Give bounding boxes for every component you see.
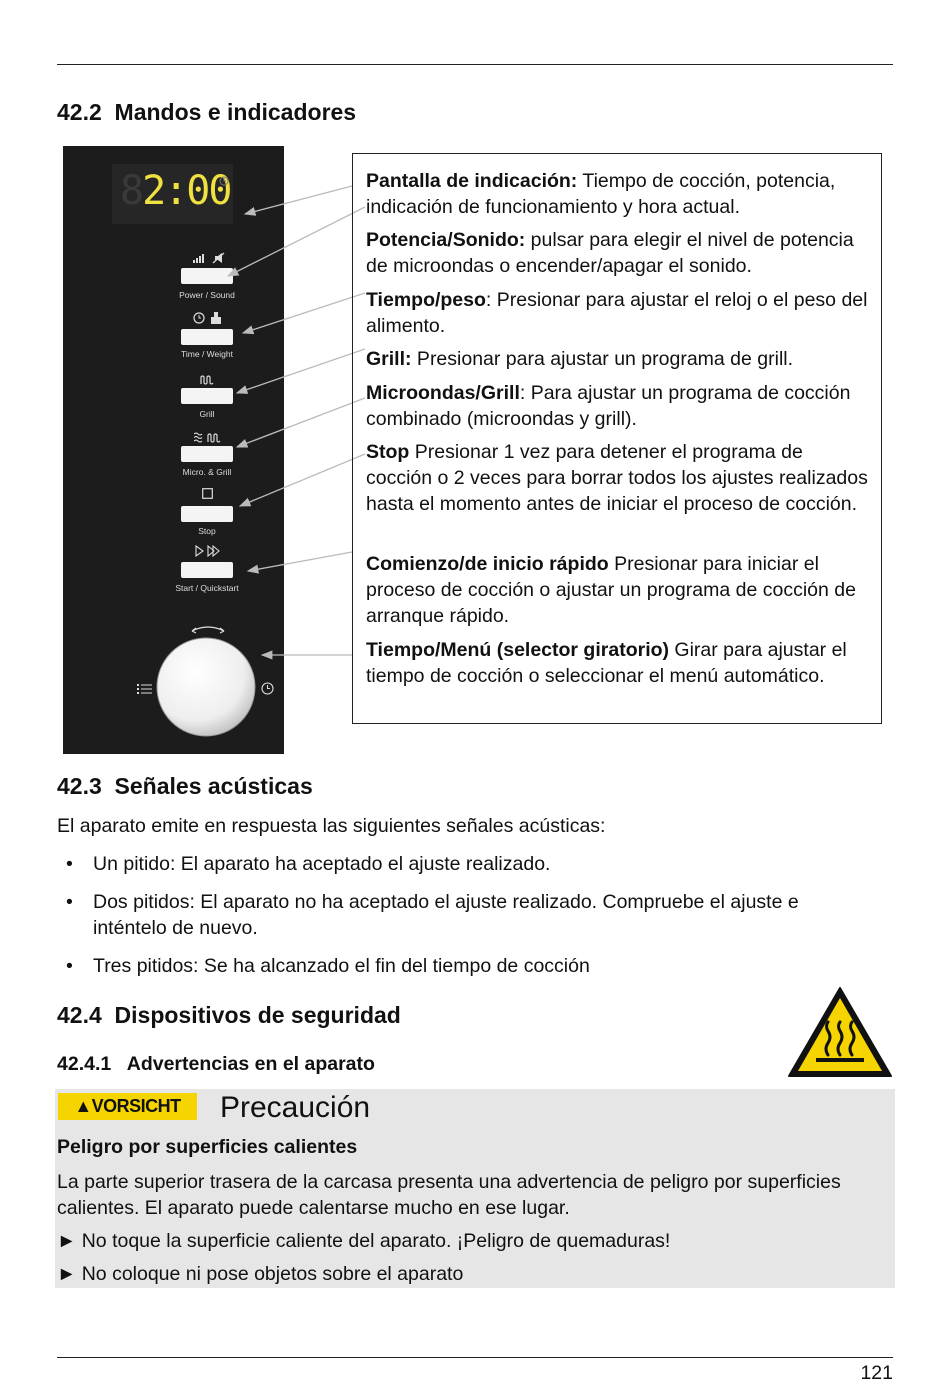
hot-surface-warning-icon (786, 985, 894, 1079)
signals-list (57, 851, 857, 991)
signals-intro: El aparato emite en respuesta las siguientes señales acústicas: (57, 815, 606, 837)
section-heading-safety: 42.4 Dispositivos de seguridad (57, 1002, 401, 1028)
legend-rotary-selector: Tiempo/Menú (selector giratorio) Girar para ajustar el tiempo de cocción o seleccionar el menú automático. (366, 639, 847, 687)
stop-label: Stop (198, 526, 216, 536)
section-heading-controls: 42.2 Mandos e indicadores (57, 99, 357, 125)
legend-stop: Stop Presionar 1 vez para detener el programa de cocción o 2 veces para borrar todos los ajustes realizados hasta el momento antes de iniciar el proceso de cocción. (366, 441, 868, 515)
micro-grill-label: Micro. & Grill (182, 467, 232, 477)
section-heading-signals: 42.3 Señales acústicas (57, 773, 313, 799)
warning-triangle-icon: ▲ (74, 1096, 92, 1116)
start-quickstart-label: Start / Quickstart (175, 583, 239, 593)
page-number: 121 (860, 1362, 893, 1384)
controls-legend-box (352, 153, 882, 724)
caution-box (55, 1089, 895, 1288)
legend-time-weight: Tiempo/peso: Presionar para ajustar el reloj o el peso del alimento. (366, 289, 868, 337)
list-item: • Tres pitidos: Se ha alcanzado el fin del tiempo de cocción (57, 953, 857, 979)
legend-micro-grill: Microondas/Grill: Para ajustar un programa de cocción combinado (microondas y grill). (366, 382, 851, 430)
legend-power-sound: Potencia/Sonido: pulsar para elegir el nivel de potencia de microondas o encender/apagar el sonido. (366, 229, 854, 277)
caution-step: ► No toque la superficie caliente del aparato. ¡Peligro de quemaduras! (57, 1230, 671, 1252)
legend-start: Comienzo/de inicio rápido Presionar para iniciar el proceso de cocción o ajustar un programa de cocción de arranque rápido. (366, 553, 856, 627)
grill-label: Grill (199, 409, 215, 419)
caution-step: ► No coloque ni pose objetos sobre el aparato (57, 1263, 464, 1285)
vorsicht-badge: ▲VORSICHT (58, 1093, 197, 1120)
caution-text: La parte superior trasera de la carcasa presenta una advertencia de peligro por superficies calientes. El aparato puede calentarse mucho en ese lugar. (57, 1171, 841, 1219)
time-weight-label: Time / Weight (181, 349, 233, 359)
footer-rule (57, 1357, 893, 1358)
legend-display: Pantalla de indicación: Tiempo de cocción, potencia, indicación de funcionamiento y hora actual. (366, 170, 836, 218)
power-sound-label: Power / Sound (179, 290, 235, 300)
list-item: • Dos pitidos: El aparato no ha aceptado el ajuste realizado. Compruebe el ajuste e inténtelo de nuevo. (57, 889, 857, 941)
list-item: • Un pitido: El aparato ha aceptado el ajuste realizado. (57, 851, 857, 877)
caution-title: Precaución (220, 1091, 371, 1124)
legend-grill: Grill: Presionar para ajustar un programa de grill. (366, 348, 794, 370)
caution-heading: Peligro por superficies calientes (57, 1136, 358, 1158)
display-digits: 82:00 (120, 168, 231, 214)
subsection-heading-warnings: 42.4.1 Advertencias en el aparato (57, 1053, 375, 1075)
